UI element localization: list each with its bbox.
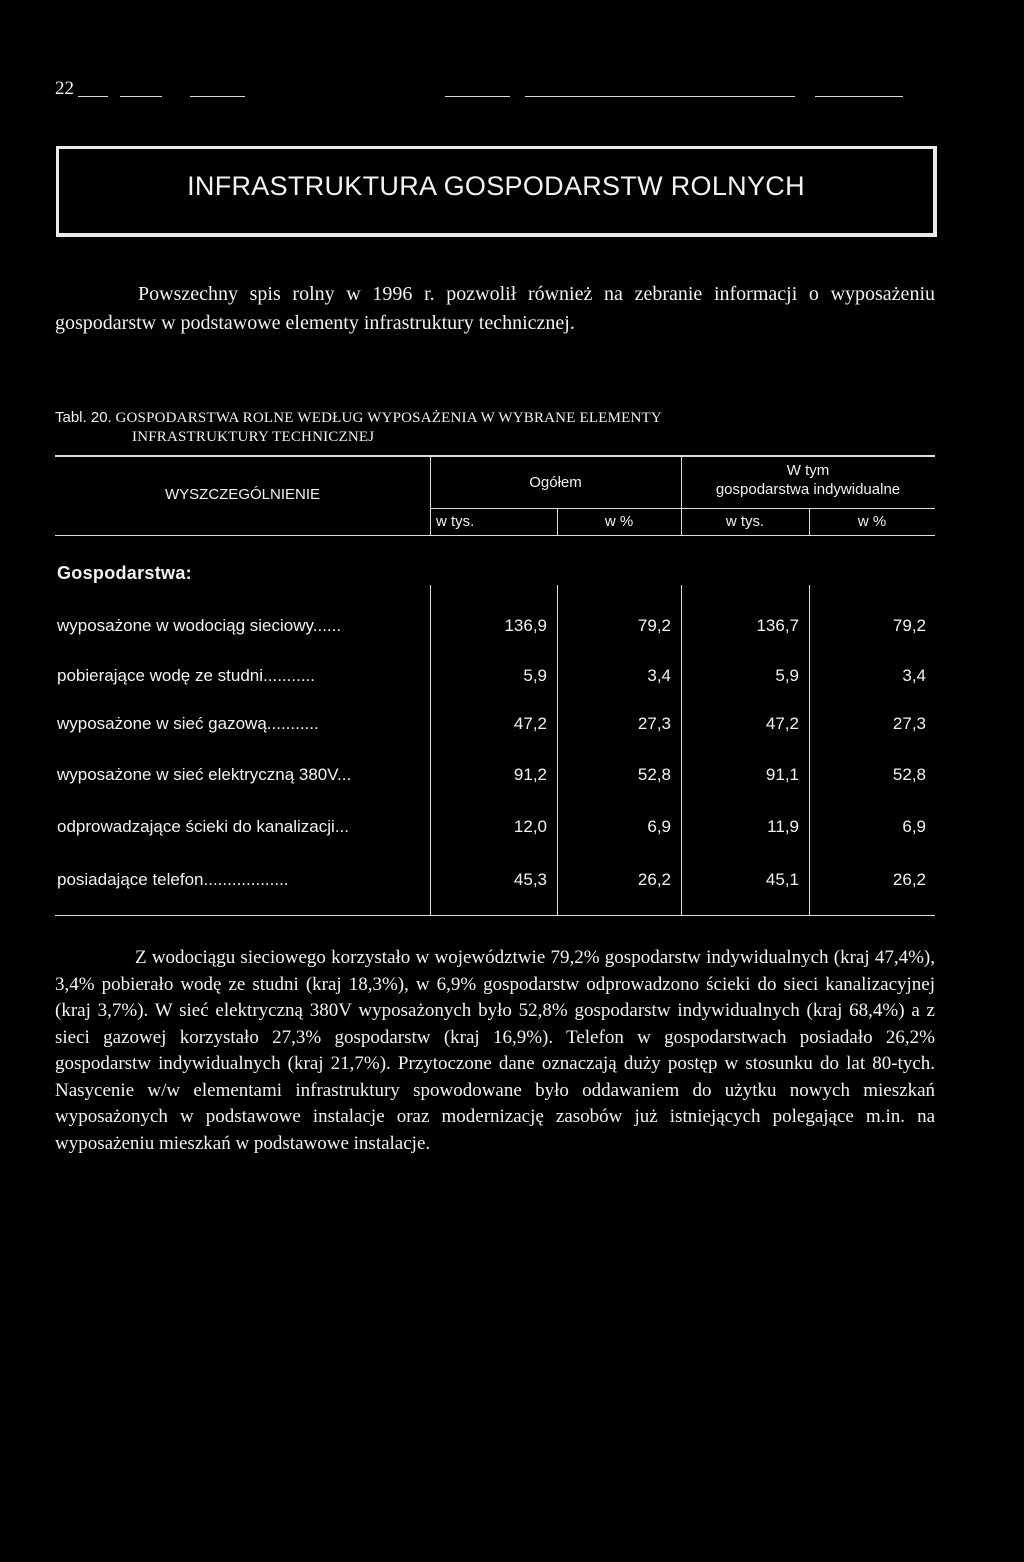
row-label-text: odprowadzające ścieki do kanalizacji xyxy=(57,817,335,836)
row-label xyxy=(57,666,315,686)
table-cell: 6,9 xyxy=(647,817,671,836)
header-rule xyxy=(525,96,795,97)
row-leader-dots: ...... xyxy=(312,616,342,635)
table-cell: 3,4 xyxy=(647,666,671,685)
table-cell: 5,9 xyxy=(523,666,547,685)
group-header-total: Ogółem xyxy=(529,474,582,491)
table-cell: 27,3 xyxy=(892,714,926,733)
table-number: Tabl. 20. xyxy=(55,409,112,426)
table-bottom-rule xyxy=(55,915,935,916)
row-label-text: wyposażone w sieć gazową xyxy=(57,714,267,733)
subheader: w tys. xyxy=(436,513,475,530)
table-cell: 91,1 xyxy=(765,765,799,784)
row-label xyxy=(57,870,289,890)
stub-header: WYSZCZEGÓLNIENIE xyxy=(164,486,321,503)
title-box xyxy=(56,146,937,237)
table-cell: 91,2 xyxy=(513,765,547,784)
table-cell: 26,2 xyxy=(892,870,926,889)
section-label: Gospodarstwa: xyxy=(57,563,192,583)
table-cell: 12,0 xyxy=(513,817,547,836)
table-cell: 79,2 xyxy=(892,616,926,635)
table-caption xyxy=(55,408,935,447)
table-cell: 47,2 xyxy=(765,714,799,733)
table-cell: 45,3 xyxy=(513,870,547,889)
table-cell: 136,7 xyxy=(756,616,799,635)
header-rule xyxy=(78,96,108,97)
table-cell: 79,2 xyxy=(637,616,671,635)
header-bottom-rule xyxy=(55,535,935,536)
row-label-text: wyposażone w sieć elektryczną 380V xyxy=(57,765,338,784)
row-label xyxy=(57,765,351,785)
row-label-text: pobierające wodę ze studni xyxy=(57,666,264,685)
table-cell: 5,9 xyxy=(775,666,799,685)
subheader: w % xyxy=(604,513,634,530)
header-rule xyxy=(120,96,162,97)
table-cell: 47,2 xyxy=(513,714,547,733)
group-header-individual-1: W tym xyxy=(786,462,830,479)
table-cell: 52,8 xyxy=(637,765,671,784)
header-rule xyxy=(445,96,510,97)
row-label-text: wyposażone w wodociąg sieciowy xyxy=(57,616,313,635)
table-cell: 52,8 xyxy=(892,765,926,784)
table-cell: 3,4 xyxy=(902,666,926,685)
table-cell: 26,2 xyxy=(637,870,671,889)
chapter-title: INFRASTRUKTURA GOSPODARSTW ROLNYCH xyxy=(187,171,805,201)
intro-paragraph: Powszechny spis rolny w 1996 r. pozwolił również na zebranie informacji o wyposażeniu gospodarstw w podstawowe elementy infrastruktury technicznej. xyxy=(55,283,935,334)
row-label-text: posiadające telefon xyxy=(57,870,204,889)
table-cell: 27,3 xyxy=(637,714,671,733)
page-number: 22 xyxy=(55,78,74,99)
row-leader-dots: ........... xyxy=(266,714,319,733)
table-cell: 136,9 xyxy=(504,616,547,635)
table-cell: 6,9 xyxy=(902,817,926,836)
header-rule xyxy=(190,96,245,97)
row-label xyxy=(57,616,341,636)
group-header-individual-2: gospodarstwa indywidualne xyxy=(715,481,901,498)
row-leader-dots: ... xyxy=(334,817,349,836)
table-cell: 11,9 xyxy=(767,817,799,836)
row-leader-dots: ........... xyxy=(263,666,315,685)
table-title-line1: GOSPODARSTWA ROLNE WEDŁUG WYPOSAŻENIA W WYBRANE ELEMENTY xyxy=(115,410,662,426)
row-label xyxy=(57,714,319,734)
table-top-rule xyxy=(55,455,935,457)
table-title-line2: INFRASTRUKTURY TECHNICZNEJ xyxy=(132,429,375,445)
subheader: w tys. xyxy=(725,513,765,530)
body-paragraph: Z wodociągu sieciowego korzystało w województwie 79,2% gospodarstw indywidualnych (kraj 47,4%), 3,4% pobierało wodę ze studni (kraj 18,3%), w 6,9% gospodarstw odprowadzono ścieki do sieci kanalizacyjnej (kraj 3,7%). W sieć elektryczną 380V wyposażonych było 52,8% gospodarstw indywidualnych (kraj 68,4%) a z sieci gazowej korzystało 27,3% gospodarstw (kraj 16,9%). Telefon w gospodarstwach posiadało 26,2% gospodarstw indywidualnych (kraj 21,7%). Przytoczone dane oznaczają duży postęp w stosunku do lat 80-tych. Nasycenie w/w elementami infrastruktury spowodowane było oddawaniem do użytku nowych mieszkań wyposażonych w podstawowe instalacje oraz modernizację zasobów już istniejących polegające m.in. na wyposażeniu mieszkań w podstawowe instalacje. xyxy=(55,947,935,1154)
table-cell: 45,1 xyxy=(765,870,799,889)
row-label xyxy=(57,817,349,837)
row-leader-dots: .................. xyxy=(203,870,289,889)
header-rule xyxy=(815,96,903,97)
subheader: w % xyxy=(857,513,887,530)
header-mid-rule xyxy=(430,508,935,509)
row-leader-dots: ... xyxy=(337,765,352,784)
